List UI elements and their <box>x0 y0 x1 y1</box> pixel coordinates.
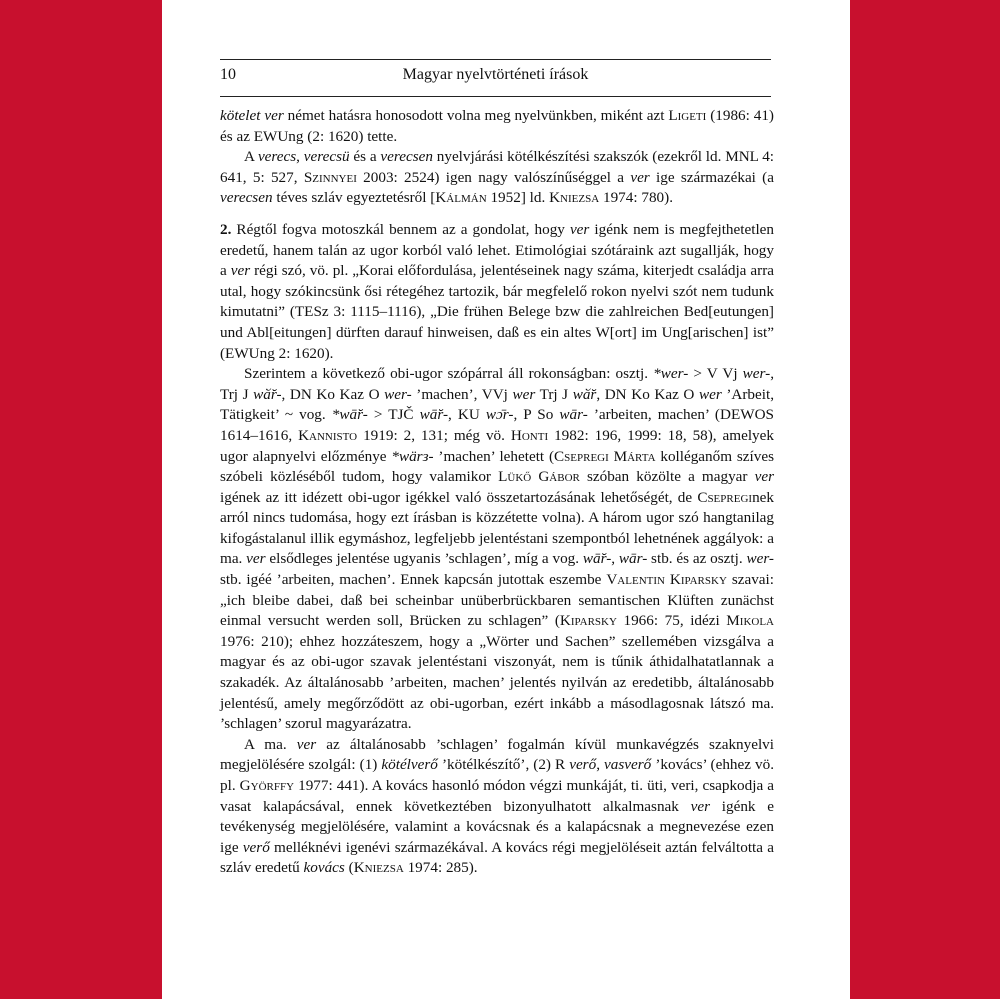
paragraph <box>220 147 774 209</box>
paragraph <box>220 364 774 735</box>
text-run: , DN Ko Kaz O <box>281 385 385 403</box>
text-run: 1974: 285). <box>403 859 478 877</box>
italic-term: *wā̆r- <box>331 406 368 424</box>
text-run: német hatásra honosodott volna meg nyelvünkben, miként azt <box>283 107 669 124</box>
text-run: , Trj J <box>220 365 775 403</box>
italic-term: ver <box>754 468 774 486</box>
author-name: Honti <box>510 426 549 444</box>
text-run: > V Vj <box>688 365 743 383</box>
text-run: igénk e tevékenység megjelölésére, valamint a kovácsnak és a kalapácsnak a megnevezése ezen ige <box>220 797 774 856</box>
text-run: , <box>296 148 304 166</box>
italic-term: ver <box>296 735 317 753</box>
italic-term: verecs <box>257 148 297 166</box>
italic-term: kötélverő <box>381 756 438 774</box>
text-run: Szerintem a következő obi-ugor szópárral áll rokonságban: osztj. <box>244 365 654 383</box>
text-run: 1976: 210); ehhez hozzáteszem, hogy a „Wörter und Sachen” szellemében vizsgálva a magyar és az obi-ugor szavak jelentéstani viszonyát, nem is tűnik áthidalhatatlannak a szakadék. Az általánosabb ’arbeiten, machen’ jelentés nyilván az eredetibb, általánosabb jelentésű, amely megőrződött az obi-ugorban, ezért inkább a másodlagosnak látszó ma. ’schlagen’ szorul magyarázatra. <box>220 632 774 733</box>
running-title: Magyar nyelvtörténeti írások <box>402 66 589 83</box>
text-run: igének az itt idézett obi-ugor igékkel való összetartozásának lehetőségét, de <box>220 488 698 506</box>
text-run: ’Arbeit, Tätigkeit’ ~ vog. <box>220 385 775 424</box>
paragraph <box>220 735 774 879</box>
page-number: 10 <box>220 66 236 83</box>
italic-term: wӑ̆r <box>572 385 597 403</box>
text-run: , DN Ko Kaz O <box>596 385 699 403</box>
text-run: régi szó, vö. pl. „Korai előfordulása, jelentéseinek nagy száma, kiterjedt családja arra utal, hogy szókincsünk ősi rétegéhez tartozik, bár megfelelő rokon nyelvi szót nem tudunk kimutatni” (TESz 3: 1115–1116), „Die frühen Belege bzw die zahlreichen Bed[eutungen] und Abl[eitungen] dürften darauf hinweisen, daß es ein altes W[ort] im Ung[arischen] ist” (EWUng 2: 1620). <box>220 262 775 362</box>
text-run: , <box>611 550 619 568</box>
author-name: Kiparsky <box>559 612 617 630</box>
italic-term: wɔ̄r- <box>485 406 514 424</box>
author-name: Ligeti <box>668 107 707 124</box>
italic-term: wār- <box>559 406 588 424</box>
italic-term: kötelet ver <box>220 107 284 124</box>
text-run: melléknévi igenévi származékával. A kovács régi megjelöléseit aztán felváltotta a szláv eredetű <box>220 838 774 877</box>
author-name: Kálmán <box>435 189 487 207</box>
text-run: az általánosabb ’schlagen’ fogalmán kívül munkavégzés szaknyelvi megjelölésére szolgál: (1) <box>220 735 774 774</box>
text-run: 1919: 2, 131; még vö. <box>357 426 511 444</box>
italic-term: wer <box>698 385 722 403</box>
paragraph <box>220 106 774 147</box>
text-run: igénk nem is megfejthetetlen eredetű, hanem talán az ugor korból való lehet. Etimológiai szótáraink azt sugallják, hogy a <box>220 220 775 280</box>
italic-term: wer <box>512 385 536 403</box>
text-run: 1966: 75, idézi <box>616 612 727 630</box>
text-run: szavai: „ich bleibe dabei, daß bei scheinbar unüberbrückbaren semantischen Klüften zunächst einmal versucht werden soll, Brücken zu schlagen” ( <box>220 571 774 630</box>
text-run: , P So <box>513 406 560 424</box>
author-name: Lükő Gábor <box>498 468 580 486</box>
text-run: 1952] ld. <box>486 189 550 207</box>
author-name: Szinnyei <box>303 168 357 186</box>
text-run: Trj J <box>535 385 573 403</box>
text-run: ( <box>344 859 354 877</box>
italic-term: verecsen <box>220 189 273 207</box>
italic-term: wā̆r- <box>582 550 612 568</box>
text-run: A ma. <box>244 735 297 753</box>
text-run: A <box>244 148 258 166</box>
body-text <box>220 106 774 879</box>
author-name: Kniezsa <box>549 189 600 207</box>
text-run: Régtől fogva motoszkál bennem az a gondolat, hogy <box>231 220 570 238</box>
text-run: ’machen’, VVj <box>411 385 513 403</box>
italic-term: verő <box>569 756 597 774</box>
text-run: 1977: 441). A kovács hasonló módon végzi munkáját, ti. üti, veri, csapkodja a vasat kalapácsával, ennek következtében bizonyulhatott alkalmasnak <box>220 777 774 815</box>
italic-term: wār- <box>618 550 648 568</box>
italic-term: verő <box>242 838 270 856</box>
text-run: nek arról nincs tudomása, hogy ezt írásban is közzétette volna). A három ugor szó hangtanilag kifogástalanul illik egymáshoz, legfeljebb jelentéstani szempontból lehetnének aggályok: a ma. <box>220 488 774 568</box>
italic-term: *wärз- <box>391 447 434 465</box>
text-run: kolléganőm szíves szóbeli közléséből tudom, hogy valamikor <box>220 447 774 486</box>
text-run: téves szláv egyeztetésről [ <box>272 189 436 207</box>
text-run: elsődleges jelentése ugyanis ’schlagen’, míg a vog. <box>265 550 583 568</box>
italic-term: vasverő <box>604 756 652 774</box>
italic-term: ver <box>690 797 711 815</box>
text-run: 1974: 780). <box>599 189 673 207</box>
italic-term: verecsen <box>380 148 433 166</box>
text-run: ’machen’ lehetett ( <box>433 447 555 465</box>
text-run: 2003: 2524) igen nagy valószínűséggel a <box>356 168 631 186</box>
author-name: Kniezsa <box>353 859 404 877</box>
text-run: , KU <box>448 406 486 424</box>
author-name: Csepregi Márta <box>554 447 656 465</box>
author-name: Mikola <box>726 612 774 630</box>
italic-term: verecsü <box>303 148 350 166</box>
italic-term: ver <box>230 262 251 280</box>
book-page <box>162 0 850 999</box>
italic-term: wer- <box>746 550 774 568</box>
italic-term: wā̆r- <box>419 406 448 424</box>
text-run: ’kovács’ (ehhez vö. pl. <box>220 756 775 794</box>
author-name: Valentin Kiparsky <box>606 571 727 589</box>
header-rule-bottom <box>220 96 771 97</box>
author-name: Csepregi <box>697 488 753 506</box>
italic-term: wӑ̆r- <box>253 385 282 403</box>
text-run: és a <box>349 148 381 166</box>
text-run: stb. és az osztj. <box>647 550 747 568</box>
paragraph <box>220 220 774 364</box>
section-number: 2. <box>220 220 232 238</box>
italic-term: wer- <box>384 385 412 403</box>
italic-term: ver <box>569 220 590 238</box>
text-run: nyelvjárási kötélkészítési szakszók (ezekről ld. MNL 4: 641, 5: 527, <box>220 148 775 186</box>
italic-term: kovács <box>303 859 345 877</box>
italic-term: *wer- <box>653 365 689 383</box>
text-run: > TJČ <box>367 406 420 424</box>
text-run: (1986: 41) és az EWUng (2: 1620) tette. <box>220 107 774 145</box>
text-run: stb. igéé ’arbeiten, machen’. Ennek kapcsán jutottak eszembe <box>220 571 607 589</box>
text-run: 1982: 196, 1999: 18, 58), amelyek ugor alapnyelvi előzménye <box>220 426 774 465</box>
italic-term: ver <box>630 168 650 186</box>
italic-term: ver <box>246 550 266 568</box>
running-header <box>220 66 771 88</box>
author-name: Kannisto <box>298 426 358 444</box>
header-rule-top <box>220 59 771 60</box>
author-name: Györffy <box>239 777 295 794</box>
italic-term: wer- <box>742 365 771 383</box>
text-run: szóban közölte a magyar <box>579 468 755 486</box>
text-run: ’kötélkészítő’, (2) R <box>437 756 570 774</box>
text-run: ’arbeiten, machen’ (DEWOS 1614–1616, <box>220 406 774 444</box>
text-run: ige származékai (a <box>649 168 774 186</box>
text-run: , <box>596 756 605 774</box>
